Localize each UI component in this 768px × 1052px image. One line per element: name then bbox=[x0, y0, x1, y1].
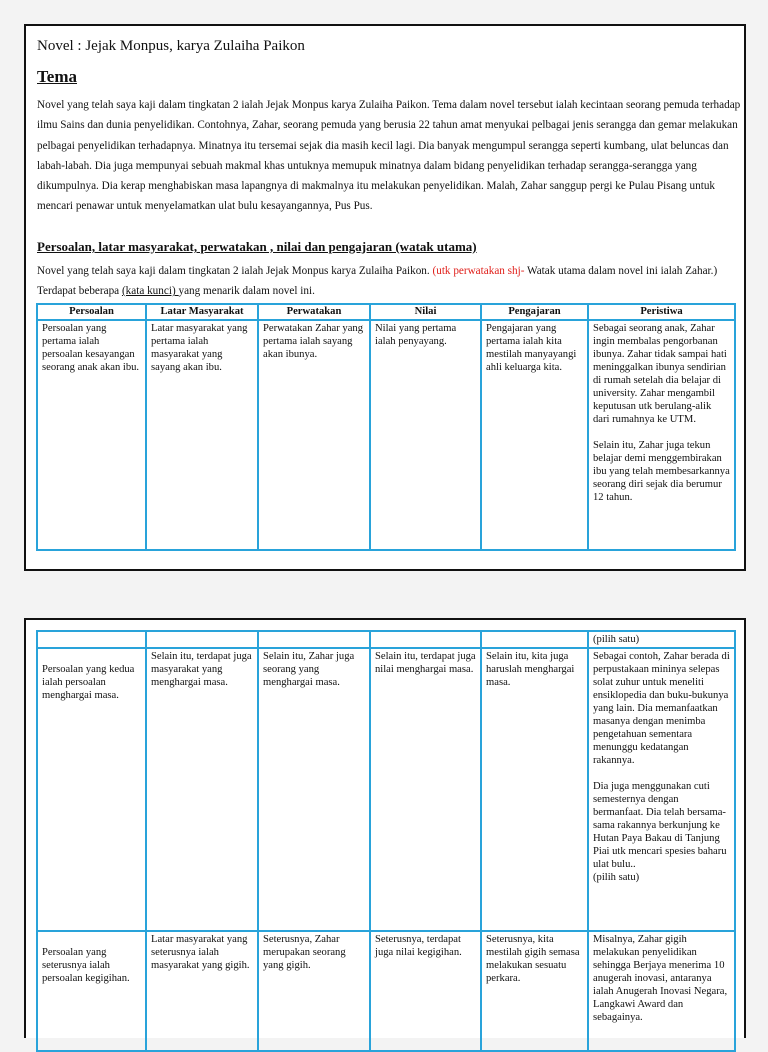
cell-empty bbox=[370, 631, 481, 648]
intro-paragraph bbox=[37, 261, 741, 301]
header-persoalan: Persoalan bbox=[37, 304, 146, 320]
header-nilai: Nilai bbox=[370, 304, 481, 320]
header-latar-masyarakat: Latar Masyarakat bbox=[146, 304, 258, 320]
tema-paragraph: Novel yang telah saya kaji dalam tingkatan 2 ialah Jejak Monpus karya Zulaiha Paikon. Tema dalam novel tersebut ialah kecintaan seorang pemuda terhadap ilmu Sains dan dunia penyelidikan. Contohnya, Zahar, seorang pemuda yang berusia 22 tahun amat menyukai pelbagai jenis serangga dan gemar melakukan pelbagai penyelidikan terhadapnya. Minatnya itu tersemai sejak dia masih kecil lagi. Dia banyak mengumpul serangga seperti kumbang, ulat beluncas dan labah-labah. Dia juga mempunyai sebuah makmal khas untuknya memupuk minatnya dalam bidang penyelidikan terhadap serangga-serangga yang dikumpulnya. Dia kerap menghabiskan masa lapangnya di makmalnya itu melakukan penyelidikan. Malah, Zahar sanggup pergi ke Pulau Pisang untuk mencari penawar untuk menyelamatkan ulat bulu kesayangannya, Pus Pus. bbox=[37, 99, 741, 213]
document-title: Novel : Jejak Monpus, karya Zulaiha Paikon bbox=[37, 38, 305, 54]
table-row bbox=[37, 931, 735, 1051]
header-peristiwa: Peristiwa bbox=[588, 304, 735, 320]
section-heading: Persoalan, latar masyarakat, perwatakan , nilai dan pengajaran (watak utama) bbox=[37, 239, 477, 254]
cell-pengajaran: Seterusnya, kita mestilah gigih semasa melakukan sesuatu perkara. bbox=[481, 931, 588, 1051]
cell-empty bbox=[481, 631, 588, 648]
cell-latar: Latar masyarakat yang pertama ialah masyarakat yang sayang akan ibu. bbox=[146, 320, 258, 550]
cell-latar: Selain itu, terdapat juga masyarakat yang menghargai masa. bbox=[146, 648, 258, 931]
cell-pengajaran: Pengajaran yang pertama ialah kita mestilah manyayangi ahli keluarga kita. bbox=[481, 320, 588, 550]
cell-latar: Latar masyarakat yang seterusnya ialah masyarakat yang gigih. bbox=[146, 931, 258, 1051]
intro-text-2: Watak utama dalam novel ini ialah Zahar.) Terdapat beberapa bbox=[37, 265, 718, 297]
cell-nilai: Seterusnya, terdapat juga nilai kegigihan. bbox=[370, 931, 481, 1051]
cell-persoalan: Persoalan yang pertama ialah persoalan kesayangan seorang anak akan ibu. bbox=[37, 320, 146, 550]
intro-red-note: (utk perwatakan shj- bbox=[432, 265, 525, 277]
header-perwatakan: Perwatakan bbox=[258, 304, 370, 320]
header-pengajaran: Pengajaran bbox=[481, 304, 588, 320]
intro-text-1: Novel yang telah saya kaji dalam tingkatan 2 ialah Jejak Monpus karya Zulaiha Paikon. bbox=[37, 265, 433, 277]
tema-heading: Tema bbox=[37, 67, 77, 86]
analysis-table-2 bbox=[36, 630, 736, 1052]
cell-nilai: Selain itu, terdapat juga nilai menghargai masa. bbox=[370, 648, 481, 931]
cell-perwatakan: Seterusnya, Zahar merupakan seorang yang gigih. bbox=[258, 931, 370, 1051]
table-header-row bbox=[37, 304, 735, 320]
cell-peristiwa: Sebagai contoh, Zahar berada di perpustakaan mininya selepas solat zuhur untuk meneliti ensiklopedia dan buku-bukunya yang lain. Dia memanfaatkan masanya dengan menimba pengetahuan sementara menunggu kedatangan rakannya. Dia juga menggunakan cuti semesternya dengan bermanfaat. Dia telah bersama-sama rakannya berkunjung ke Hutan Paya Bakau di Tanjung Piai utk mencari spesies baharu ulat bulu.. (pilih satu) bbox=[588, 648, 735, 931]
document-page-2 bbox=[24, 618, 746, 1038]
cell-empty bbox=[146, 631, 258, 648]
intro-text-3: yang menarik dalam novel ini. bbox=[178, 285, 315, 297]
cell-nilai: Nilai yang pertama ialah penyayang. bbox=[370, 320, 481, 550]
cell-persoalan: Persoalan yang kedua ialah persoalan menghargai masa. bbox=[37, 648, 146, 931]
table-row bbox=[37, 648, 735, 931]
cell-peristiwa: Misalnya, Zahar gigih melakukan penyelidikan sehingga Berjaya menerima 10 anugerah inovasi, antaranya ialah Anugerah Inovasi Negara, Langkawi Award dan sebagainya. bbox=[588, 931, 735, 1051]
cell-empty bbox=[37, 631, 146, 648]
table-row bbox=[37, 631, 735, 648]
cell-persoalan: Persoalan yang seterusnya ialah persoalan kegigihan. bbox=[37, 931, 146, 1051]
cell-empty bbox=[258, 631, 370, 648]
cell-peristiwa-note: (pilih satu) bbox=[588, 631, 735, 648]
cell-perwatakan: Perwatakan Zahar yang pertama ialah sayang akan ibunya. bbox=[258, 320, 370, 550]
analysis-table-1 bbox=[36, 303, 736, 551]
document-page-1 bbox=[24, 24, 746, 571]
cell-pengajaran: Selain itu, kita juga haruslah menghargai masa. bbox=[481, 648, 588, 931]
table-row bbox=[37, 320, 735, 550]
cell-peristiwa: Sebagai seorang anak, Zahar ingin membalas pengorbanan ibunya. Zahar tidak sampai hati meninggalkan ibunya sendirian di rumah setelah dia belajar di university. Zahar mengambil keputusan utk berulang-alik dari rumahnya ke UTM. Selain itu, Zahar juga tekun belajar demi menggembirakan ibu yang telah membesarkannya seorang diri sejak dia berumur 12 tahun. bbox=[588, 320, 735, 550]
intro-keyword: (kata kunci) bbox=[121, 285, 179, 297]
cell-perwatakan: Selain itu, Zahar juga seorang yang menghargai masa. bbox=[258, 648, 370, 931]
